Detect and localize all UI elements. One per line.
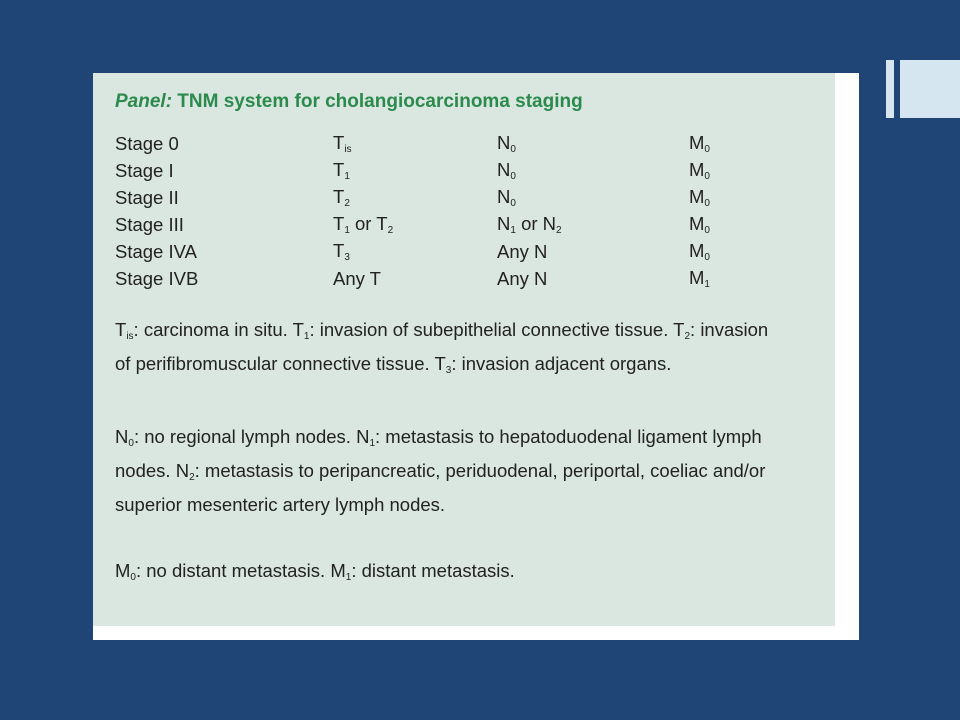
m-definitions: $M_0$: no distant metastasis. $M_1$: distant metastasis. xyxy=(115,560,515,583)
table-row xyxy=(115,238,755,265)
n-cell: Any N xyxy=(497,240,548,262)
panel-title xyxy=(115,91,583,113)
n-cell: $N_0$ xyxy=(497,186,516,209)
stage-cell: Stage 0 xyxy=(115,132,179,154)
n-cell: $N_0$ xyxy=(497,159,516,182)
panel-title-text: TNM system for cholangiocarcinoma staging xyxy=(172,91,583,112)
table-row xyxy=(115,130,755,157)
t-cell: $T_3$ xyxy=(333,240,350,263)
table-row xyxy=(115,211,755,238)
m-cell: $M_1$ xyxy=(689,267,710,290)
stage-cell: Stage III xyxy=(115,213,184,235)
t-definitions: $T_{is}$: carcinoma in situ. $T_1$: invasion of subepithelial connective tissue. $T_2$: invasion of perifibromuscular connective tissue. $T_3$: invasion adjacent organs. xyxy=(115,319,769,376)
m-cell: $M_0$ xyxy=(689,159,710,182)
t-cell: $T_1$ or $T_2$ xyxy=(333,213,394,236)
table-row xyxy=(115,265,755,292)
decorative-accent-square xyxy=(900,60,960,118)
table-row xyxy=(115,157,755,184)
n-cell: Any N xyxy=(497,267,548,289)
m-cell: $M_0$ xyxy=(689,186,710,209)
decorative-accent-bar xyxy=(886,60,894,118)
m-cell: $M_0$ xyxy=(689,132,710,155)
m-cell: $M_0$ xyxy=(689,240,710,263)
stage-cell: Stage IVB xyxy=(115,267,199,289)
t-cell: $T_2$ xyxy=(333,186,350,209)
stage-cell: Stage II xyxy=(115,186,179,208)
staging-table xyxy=(115,130,755,292)
n-cell: $N_1$ or $N_2$ xyxy=(497,213,562,236)
table-row xyxy=(115,184,755,211)
slide-image-frame xyxy=(93,73,859,640)
stage-cell: Stage IVA xyxy=(115,240,197,262)
t-cell: $T_1$ xyxy=(333,159,350,182)
t-cell: $T_{is}$ xyxy=(333,132,352,155)
t-cell: Any T xyxy=(333,267,381,289)
m-cell: $M_0$ xyxy=(689,213,710,236)
tnm-panel xyxy=(93,73,835,626)
panel-title-prefix: Panel: xyxy=(115,91,173,112)
n-cell: $N_0$ xyxy=(497,132,516,155)
n-definitions: $N_0$: no regional lymph nodes. $N_1$: metastasis to hepatoduodenal ligament lymph nodes. $N_2$: metastasis to peripancreatic, periduodenal, periportal, coeliac and/or superior mesenteric artery lymph nodes. xyxy=(115,426,766,515)
stage-cell: Stage I xyxy=(115,159,174,181)
